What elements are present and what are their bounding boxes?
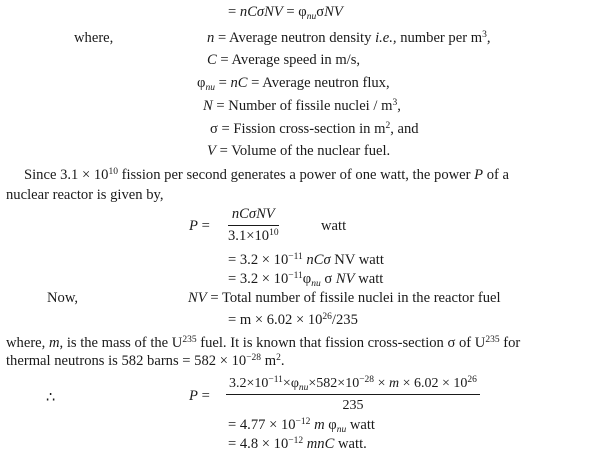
fraction-1: [228, 206, 279, 245]
formula-line-1: = $nC\sigma NV = \varphi_{nu}\sigma NV$: [228, 4, 343, 22]
definition-phi: $\varphi_{nu}$ = nC = Average neutron flux,: [197, 75, 390, 93]
formula-P-lhs: P =: [189, 218, 210, 234]
definition-V: V = Volume of the nuclear fuel.: [207, 143, 391, 159]
fraction-2-numerator: $3.2\times 10^{-11}\times\varphi_{nu}\times 582\times 10^{-28} \times m \times 6.02 \times 10^{26}$: [226, 375, 480, 395]
formula-line-10: = $3.2 \times 10^{-11}$ nCσ NV watt: [228, 252, 384, 268]
formula-line-17: = $4.8 \times 10^{-12}$ mnC watt.: [228, 436, 367, 452]
fraction-2-denominator: 235: [342, 398, 364, 413]
formula-line-13: = $m \times 6.02 \times 10^{26}/235$: [228, 312, 358, 328]
definition-sigma: σ = Fission cross-section in $m^2$, and: [210, 121, 419, 137]
definition-c: C = Average speed in m/s,: [207, 52, 361, 68]
equals: =: [228, 4, 237, 20]
fraction-1-numerator: nCσNV: [228, 206, 279, 226]
formula-line-11: = $3.2 \times 10^{-11}\varphi_{nu}$ σ NV watt: [228, 271, 384, 289]
fraction-2: [226, 375, 480, 414]
definition-N: N = Number of fissile nuclei / $m^3$,: [203, 98, 401, 114]
now-label: Now,: [47, 290, 79, 306]
therefore-symbol: ∴: [46, 390, 56, 406]
where-label: where,: [74, 30, 114, 46]
formula-P2-lhs: P =: [189, 388, 210, 404]
paragraph-line-2: nuclear reactor is given by,: [6, 187, 164, 203]
fraction-1-denominator: $3.1\times 10^{10}$: [228, 228, 279, 244]
formula-1-watt: watt: [321, 218, 347, 234]
paragraph-line-3: where, m, is the mass of the $U^{235}$ fuel. It is known that fission cross-section σ of $U^{235}$ for: [6, 335, 521, 351]
definition-n: n = Average neutron density i.e., number per $m^3$,: [207, 30, 491, 46]
formula-line-16: = $4.77 \times 10^{-12}$ m $\varphi_{nu}$ watt: [228, 417, 375, 435]
definition-NV: NV = Total number of fissile nuclei in the reactor fuel: [188, 290, 501, 306]
paragraph-line-4: thermal neutrons is 582 barns = $582 \times 10^{-28}$ $m^2$.: [6, 353, 285, 369]
paragraph-line-1: Since $3.1 \times 10^{10}$ fission per second generates a power of one watt, the power P of a: [24, 167, 510, 183]
